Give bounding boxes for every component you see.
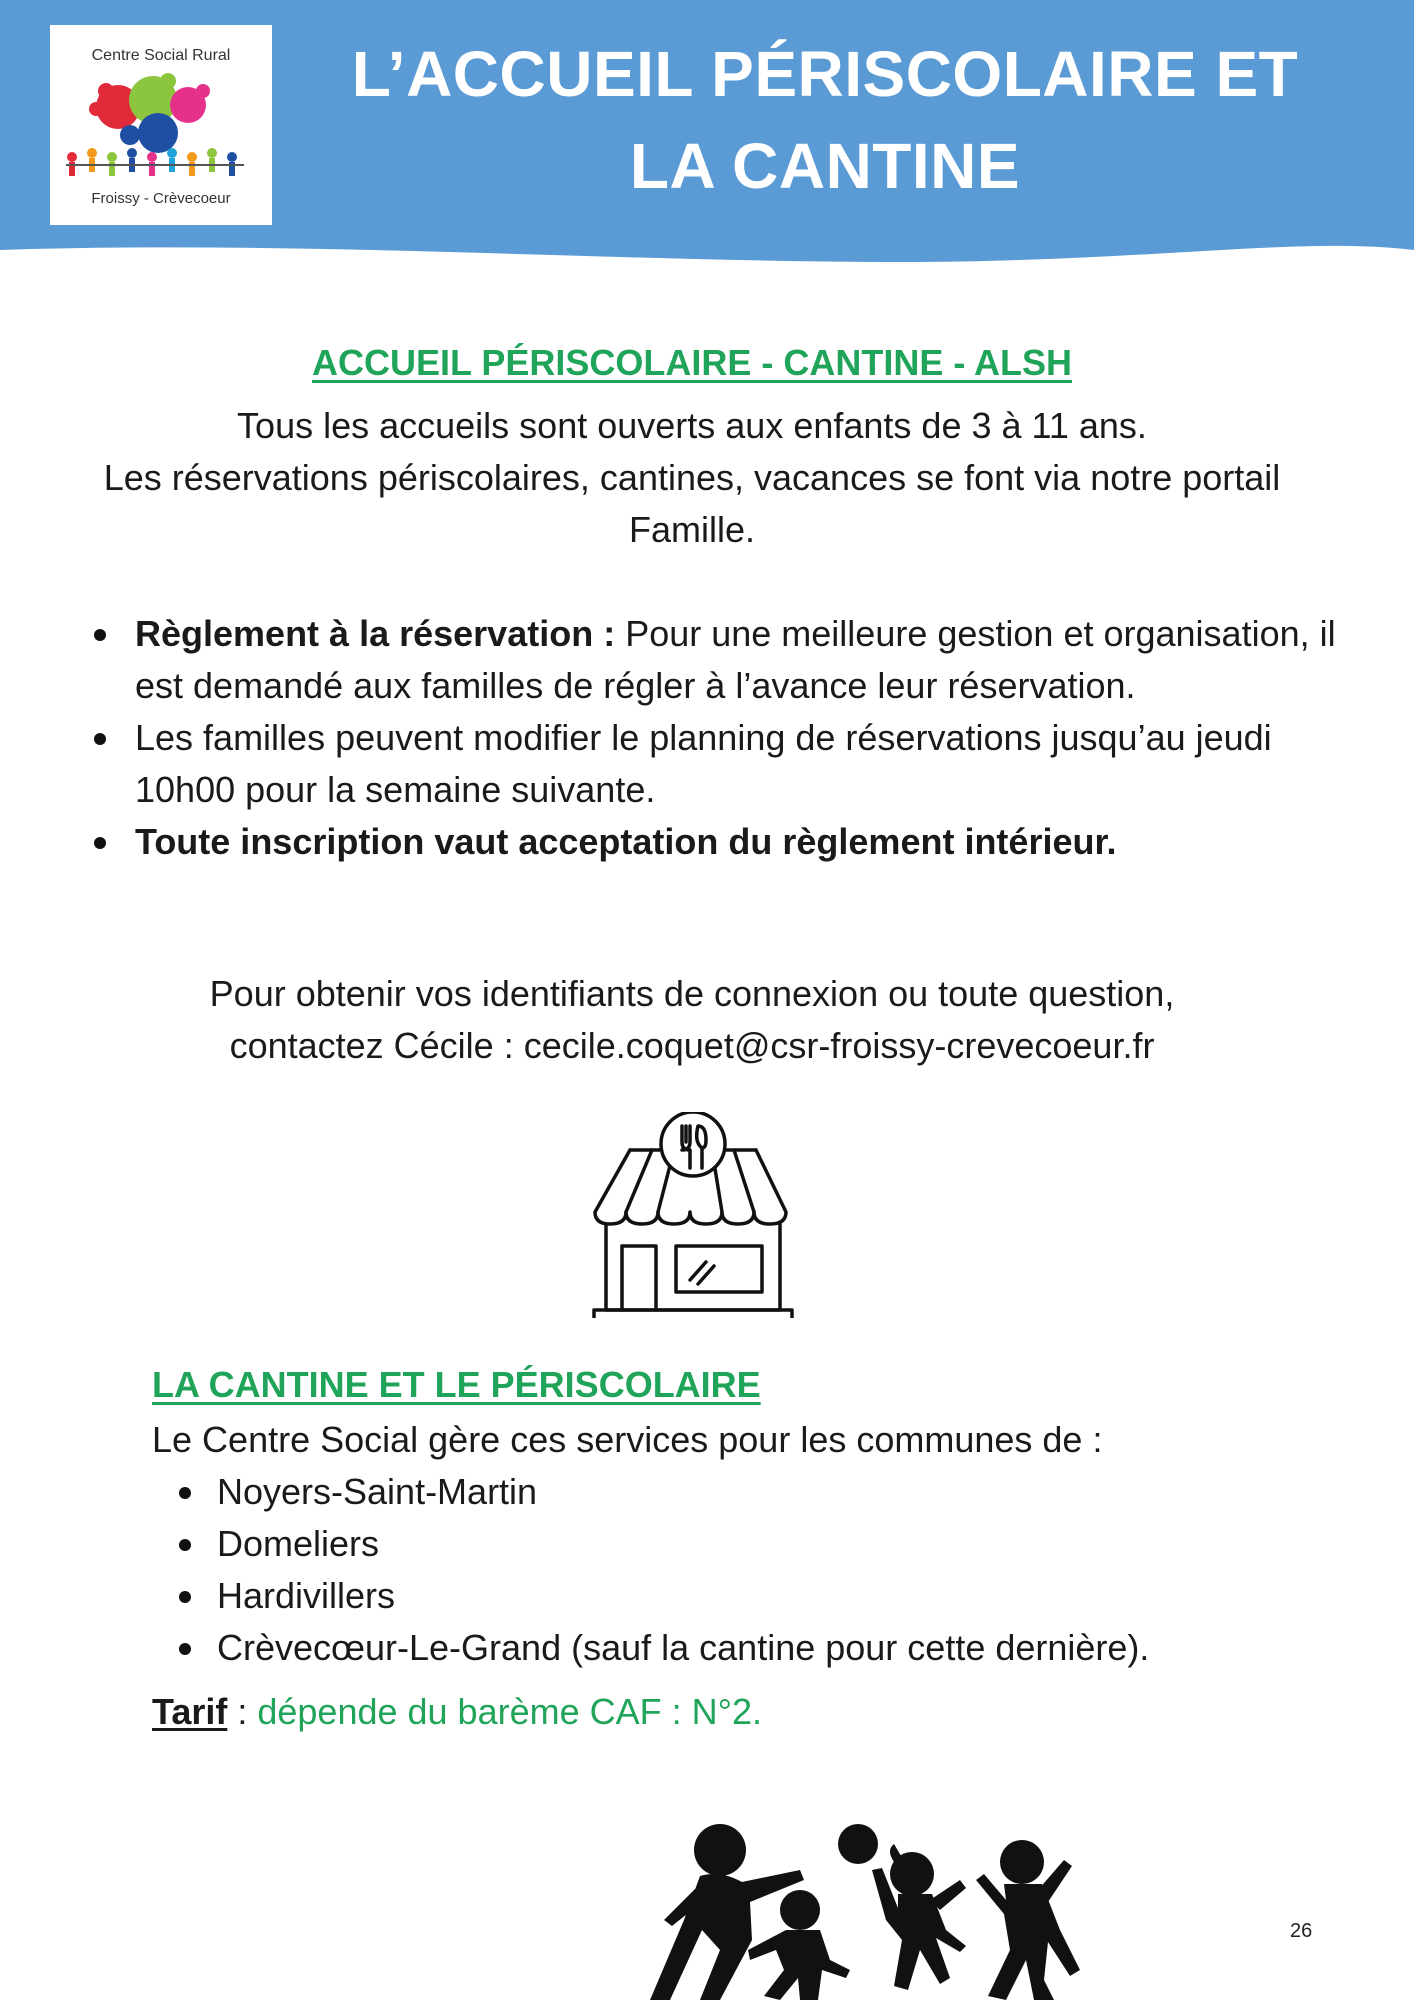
- section2-heading: LA CANTINE ET LE PÉRISCOLAIRE: [152, 1364, 761, 1405]
- contact-line2: contactez Cécile : cecile.coquet@csr-froissy-crevecoeur.fr: [229, 1025, 1155, 1066]
- page-title: [330, 28, 1320, 212]
- commune-item: Domeliers: [175, 1518, 1149, 1570]
- children-handprint-logo-icon: [58, 65, 264, 185]
- page-title-line1: L’ACCUEIL PÉRISCOLAIRE ET: [351, 38, 1299, 110]
- logo-bottom-text: Froissy - Crèvecoeur: [91, 190, 231, 207]
- communes-intro: Le Centre Social gère ces services pour les communes de :: [152, 1419, 1103, 1460]
- tarif-value: dépende du barème CAF : N°2.: [257, 1691, 763, 1732]
- rule-item: [90, 816, 1340, 868]
- logo: [50, 25, 272, 225]
- intro-line2: Les réservations périscolaires, cantines, vacances se font via notre portail Famille.: [103, 457, 1281, 550]
- children-playing-silhouette-icon: [650, 1810, 1090, 2000]
- rule-item: [90, 608, 1340, 712]
- rule-bold: Règlement à la réservation :: [135, 613, 616, 654]
- tarif-label: Tarif: [152, 1691, 228, 1732]
- logo-top-text: Centre Social Rural: [91, 47, 231, 64]
- tarif-line: [152, 1686, 762, 1738]
- rule-text: Les familles peuvent modifier le planning de réservations jusqu’au jeudi 10h00 pour la semaine suivante.: [135, 717, 1272, 810]
- page-title-line2: LA CANTINE: [629, 130, 1021, 202]
- intro-line1: Tous les accueils sont ouverts aux enfants de 3 à 11 ans.: [237, 405, 1147, 446]
- section1-intro: [60, 400, 1324, 556]
- communes-list: [175, 1466, 1149, 1674]
- contact-line1: Pour obtenir vos identifiants de connexion ou toute question,: [209, 973, 1175, 1014]
- rules-list: [90, 608, 1340, 868]
- commune-item: Hardivillers: [175, 1570, 1149, 1622]
- rule-text: Pour une meilleure gestion et organisation, il est demandé aux familles de régler à l’avance leur réservation.: [135, 613, 1336, 706]
- commune-item: Crèvecœur-Le-Grand (sauf la cantine pour cette dernière).: [175, 1622, 1149, 1674]
- section1-heading: ACCUEIL PÉRISCOLAIRE - CANTINE - ALSH: [311, 342, 1073, 383]
- contact-block: [80, 968, 1304, 1072]
- commune-item: Noyers-Saint-Martin: [175, 1466, 1149, 1518]
- rule-bold: Toute inscription vaut acceptation du règlement intérieur.: [135, 821, 1117, 862]
- tarif-separator: :: [227, 1691, 258, 1732]
- rule-item: [90, 712, 1340, 816]
- restaurant-storefront-icon: [590, 1112, 796, 1318]
- page-number: 26: [1290, 1920, 1313, 1942]
